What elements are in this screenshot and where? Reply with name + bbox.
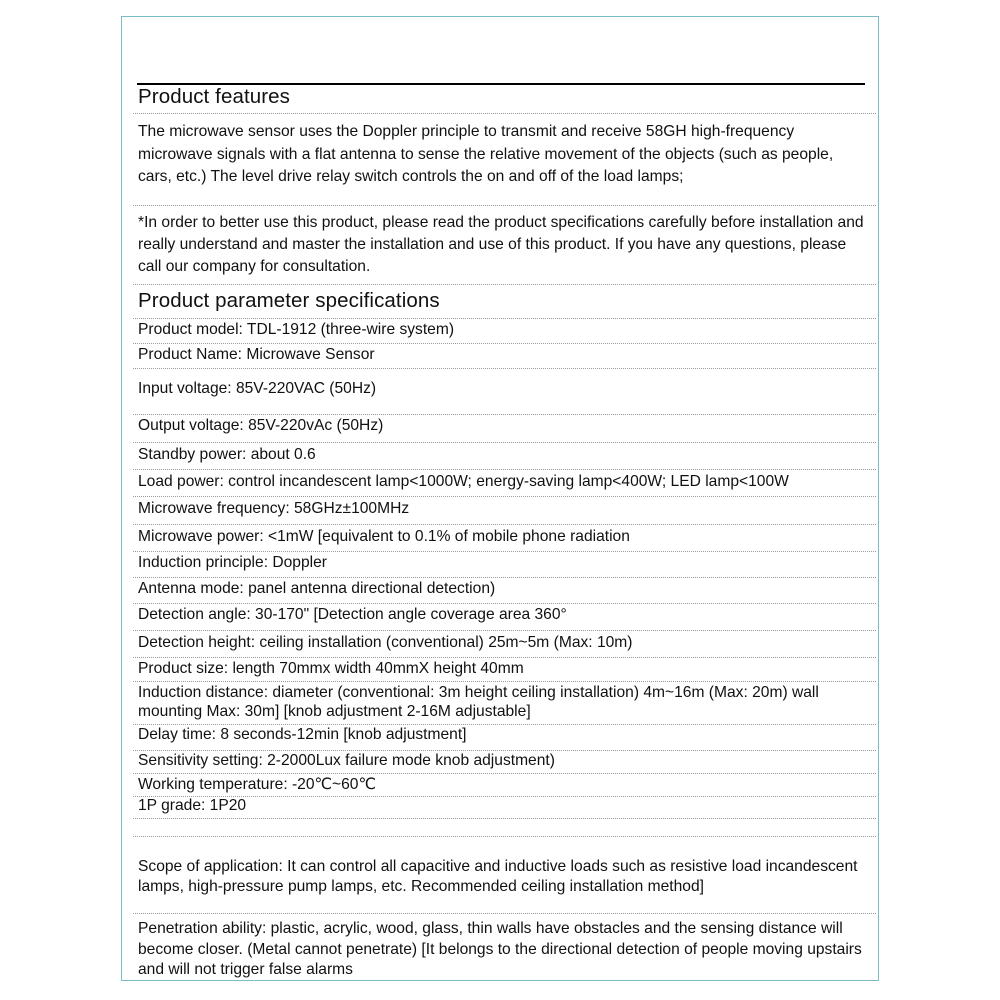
divider xyxy=(133,368,876,369)
spec-item: Delay time: 8 seconds-12min [knob adjustment] xyxy=(138,726,467,743)
features-note: *In order to better use this product, please read the product specifications carefully before installation and really understand and master the installation and use of this product. If you have any questions, please call our company for consultation. xyxy=(138,214,864,275)
divider xyxy=(133,469,876,470)
spec-item: Induction principle: Doppler xyxy=(138,554,327,571)
spec-item: Antenna mode: panel antenna directional detection) xyxy=(138,580,496,597)
divider xyxy=(133,343,876,344)
spec-item: Standby power: about 0.6 xyxy=(138,446,316,463)
spec-item: 1P grade: 1P20 xyxy=(138,797,247,814)
divider xyxy=(133,524,876,525)
spec-item: Detection angle: 30-170" [Detection angle coverage area 360° xyxy=(138,606,567,623)
divider xyxy=(133,724,876,725)
divider xyxy=(133,657,876,658)
features-paragraph: The microwave sensor uses the Doppler principle to transmit and receive 58GH high-frequency microwave signals with a flat antenna to sense the relative movement of the objects (such as people, cars, etc.) The level drive relay switch controls the on and off of the load lamps; xyxy=(138,123,834,185)
spec-item: Product Name: Microwave Sensor xyxy=(138,346,375,363)
spec-item: Working temperature: -20℃~60℃ xyxy=(138,776,376,793)
specs-heading: Product parameter specifications xyxy=(138,289,440,312)
spec-item: Load power: control incandescent lamp<1000W; energy-saving lamp<400W; LED lamp<100W xyxy=(138,473,789,490)
divider xyxy=(133,773,876,774)
divider xyxy=(133,577,876,578)
divider xyxy=(133,836,876,837)
spec-item: Microwave power: <1mW [equivalent to 0.1% of mobile phone radiation xyxy=(138,528,630,545)
divider xyxy=(133,818,876,819)
scope-of-application: Scope of application: It can control all capacitive and inductive loads such as resistive load incandescent lamps, high-pressure pump lamps, etc. Recommended ceiling installation method] xyxy=(138,858,858,895)
divider xyxy=(133,113,876,114)
divider xyxy=(133,913,876,914)
spec-item: Sensitivity setting: 2-2000Lux failure mode knob adjustment) xyxy=(138,752,555,769)
divider xyxy=(133,630,876,631)
features-heading: Product features xyxy=(138,85,291,108)
divider xyxy=(133,318,876,319)
spec-item: Induction distance: diameter (conventional: 3m height ceiling installation) 4m~16m (Max: 20m) wall mounting Max: 30m] [knob adjustment 2-16M adjustable] xyxy=(138,684,819,720)
penetration-ability: Penetration ability: plastic, acrylic, wood, glass, thin walls have obstacles and the sensing distance will become closer. (Metal cannot penetrate) [It belongs to the directional detection of people moving upstairs and will not trigger false alarms xyxy=(138,920,862,978)
divider xyxy=(133,414,876,415)
divider xyxy=(133,681,876,682)
spec-item: Detection height: ceiling installation (conventional) 25m~5m (Max: 10m) xyxy=(138,634,633,651)
divider xyxy=(133,603,876,604)
divider xyxy=(133,551,876,552)
divider xyxy=(133,496,876,497)
spec-item: Output voltage: 85V-220vAc (50Hz) xyxy=(138,417,384,434)
spec-item: Product size: length 70mmx width 40mmX height 40mm xyxy=(138,660,524,677)
divider xyxy=(133,284,876,285)
divider xyxy=(133,205,876,206)
spec-item: Input voltage: 85V-220VAC (50Hz) xyxy=(138,380,377,397)
spec-item: Product model: TDL-1912 (three-wire system) xyxy=(138,321,455,338)
divider xyxy=(133,750,876,751)
spec-item: Microwave frequency: 58GHz±100MHz xyxy=(138,500,410,517)
divider xyxy=(133,442,876,443)
